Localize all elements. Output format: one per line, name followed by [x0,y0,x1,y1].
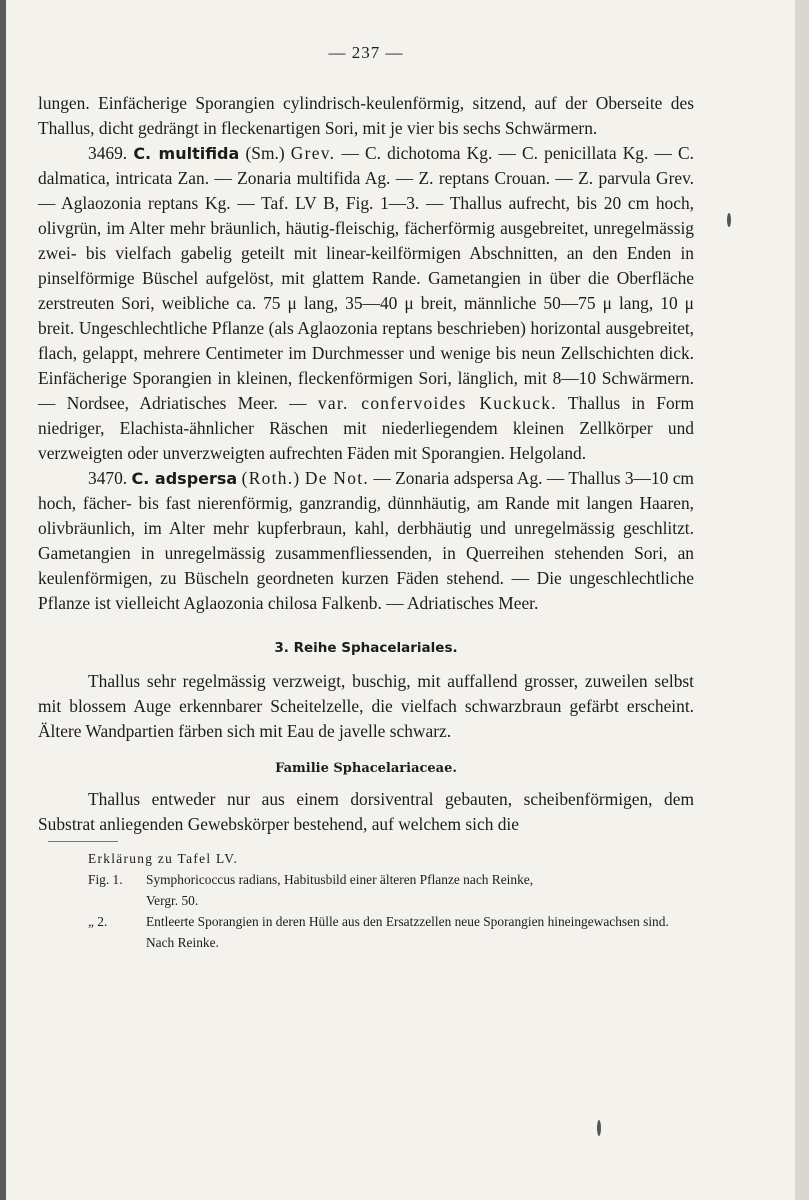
variety-text: Thallus in Form niedriger, Elachista-ähnlicher Räschen mit niederliegendem kleinen Zellkörper und verzweigten oder unverzweigten aufrechten Fäden mit Sporangien. Helgoland. [38,393,694,463]
entry-number: 3469. [88,143,128,163]
author-name: De Not. [304,468,370,488]
species-name: C. multifida [133,144,240,163]
author-abbr: (Roth.) [241,468,301,488]
footnote-fig2 [88,911,694,953]
page-number: — 237 — [328,43,404,62]
footnotes [38,848,694,953]
footnote-fig1 [88,869,694,890]
ink-spot [597,1120,601,1136]
fig-text: Symphoricoccus radians, Habitusbild einer älteren Pflanze nach Reinke, [146,872,534,887]
fig-label: „ 2. [88,914,108,929]
variety-label: var. confervoides Kuckuck. [317,393,557,413]
species-entry-3470 [38,466,694,616]
fig-text-continued: Vergr. 50. [146,893,199,908]
section-heading: 3. Reihe Sphacelariales. [274,640,458,656]
book-page [38,40,694,953]
ink-spot [727,213,731,227]
entry-number: 3470. [88,468,128,488]
paragraph-continuation: lungen. Einfächerige Sporangien cylindrisch-keulenförmig, sitzend, auf der Oberseite des Thallus, dicht gedrängt in fleckenartigen Sori, mit je vier bis sechs Schwärmern. [38,93,694,138]
scan-right-edge [795,0,809,1200]
fig-text: Entleerte Sporangien in deren Hülle aus den Ersatzzellen neue Sporangien hineingewachsen sind. Nach Reinke. [146,914,669,950]
entry-text: — C. dichotoma Kg. — C. penicillata Kg. — C. dalmatica, intricata Zan. — Zonaria multifida Ag. — Z. reptans Crouan. — Z. parvula Grev. — Aglaozonia reptans Kg. — Taf. LV B, Fig. 1—3. — Thallus aufrecht, bis 20 cm hoch, olivgrün, im Alter mehr bräunlich, häutig-fleischig, fächerförmig ausgebreitet, unregelmässig zwei- bis vielfach gabelig geteilt mit linear-keilförmigen Abschnitten, an den Enden in pinselförmige Büschel aufgelöst, mit glattem Rande. Gametangien in über die Oberfläche zerstreuten Sori, weibliche ca. 75 μ lang, 35—40 μ breit, männliche 50—75 μ lang, 10 μ breit. Ungeschlechtliche Pflanze (als Aglaozonia reptans beschrieben) horizontal ausgebreitet, flach, gelappt, mehrere Centimeter im Durchmesser und wenige bis neun Zellschichten dick. Einfächerige Sporangien in kleinen, fleckenförmigen Sori, länglich, mit 8—10 Schwärmern. — Nordsee, Adriatisches Meer. — [38,143,694,413]
species-name: C. adspersa [131,469,238,488]
fig-label: Fig. 1. [88,872,123,887]
author-abbr: (Sm.) [245,143,285,163]
family-paragraph: Thallus entweder nur aus einem dorsiventral gebauten, scheibenförmigen, dem Substrat anliegenden Gewebskörper bestehend, auf welchem sich die [38,789,694,834]
section-paragraph: Thallus sehr regelmässig verzweigt, buschig, mit auffallend grosser, zuweilen selbst mit blossem Auge erkennbarer Scheitelzelle, die vielfach schwarzbraun gefärbt erscheint. Ältere Wandpartien färben sich mit Eau de javelle schwarz. [38,671,694,741]
footnote-divider [48,841,118,842]
footnote-title: Erklärung zu Tafel LV. [88,851,239,866]
entry-text: — Zonaria adspersa Ag. — Thallus 3—10 cm hoch, fächer- bis fast nierenförmig, ganzrandig, dünnhäutig, am Rande mit langen Haaren, olivbräunlich, im Alter mehr kupferbraun, kahl, derbhäutig und unregelmässig geschlitzt. Gametangien in unregelmässig zusammenfliessenden, in Querreihen stehenden Sori, an keulenförmigen, zu Büscheln geordneten kurzen Fäden stehend. — Die ungeschlechtliche Pflanze ist vielleicht Aglaozonia chilosa Falkenb. — Adriatisches Meer. [38,468,694,613]
scan-left-edge [0,0,6,1200]
family-heading: Familie Sphacelariaceae. [275,761,457,776]
species-entry-3469 [38,141,694,466]
author-name: Grev. [290,143,336,163]
